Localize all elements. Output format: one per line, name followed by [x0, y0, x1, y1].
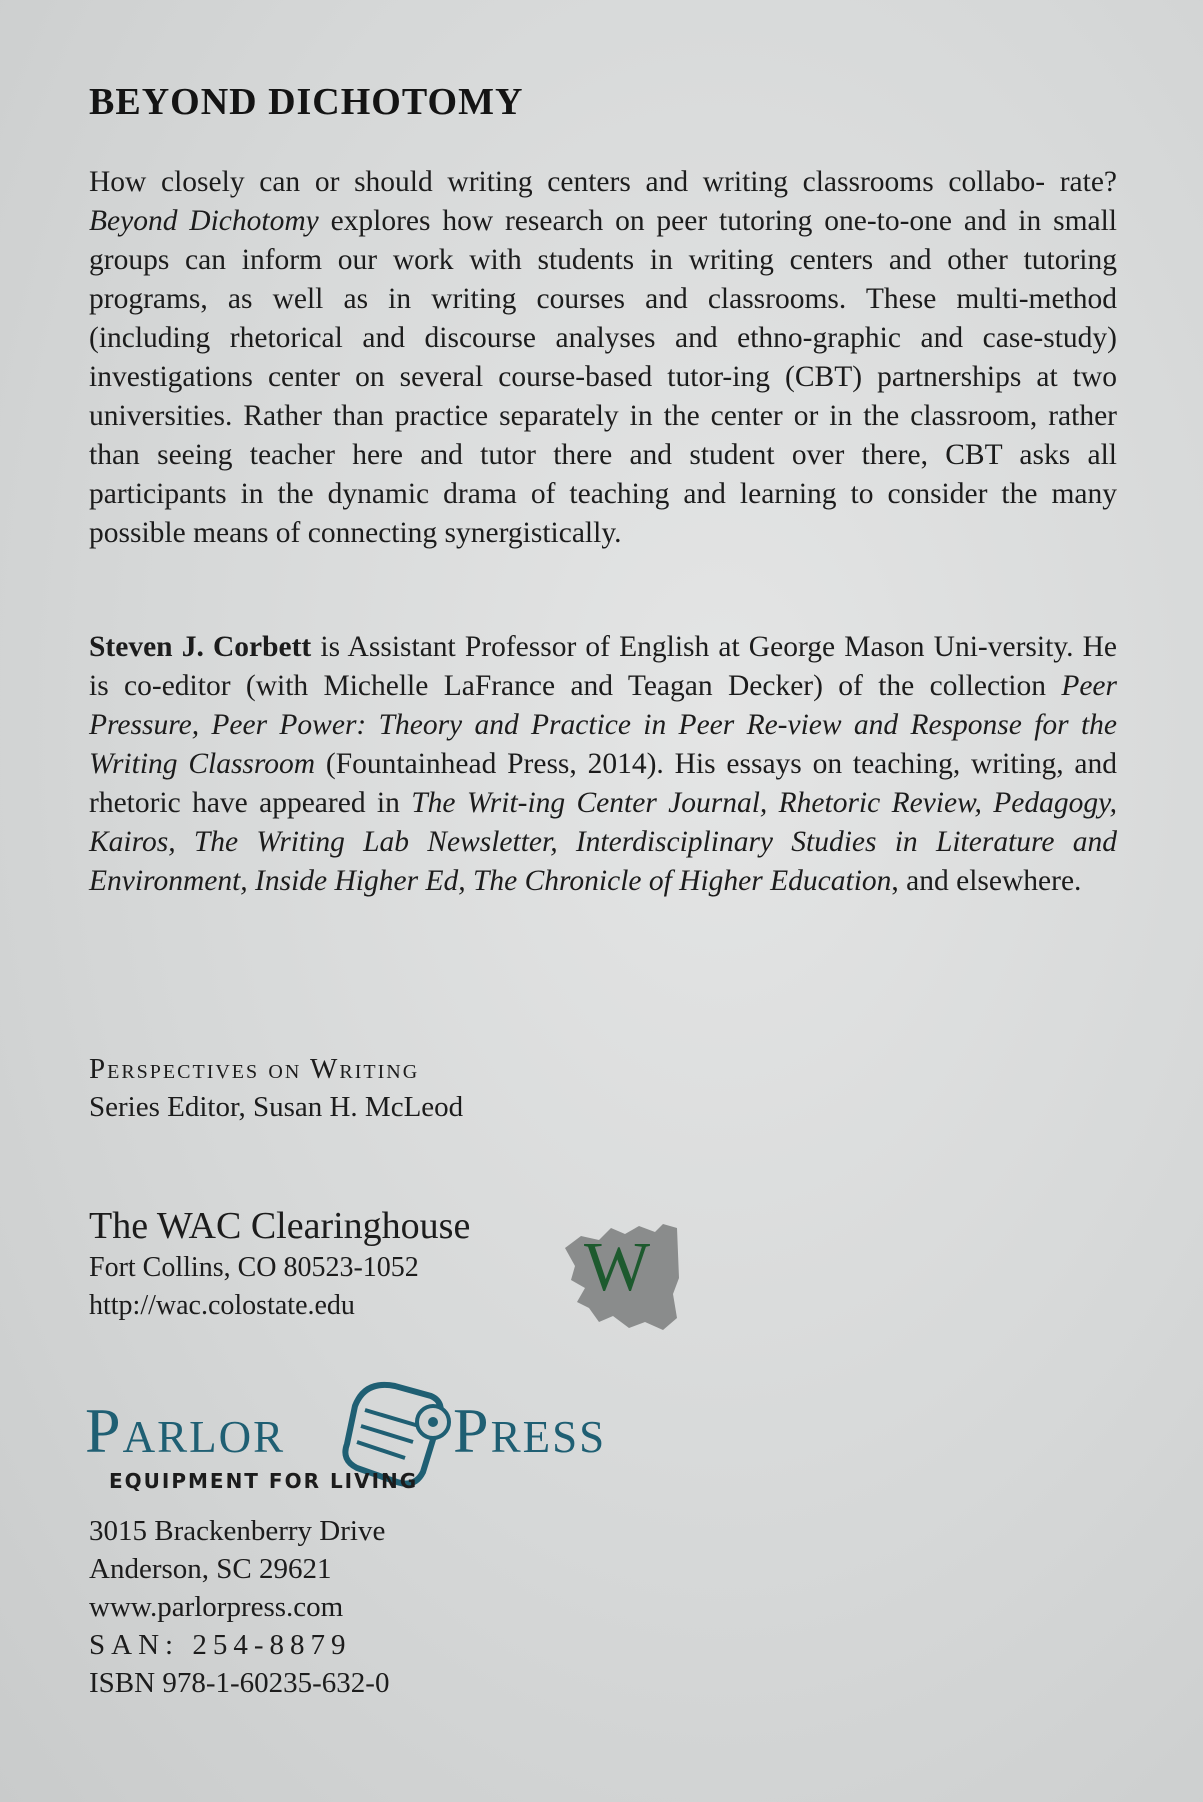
book-isbn: ISBN 978-1-60235-632-0: [89, 1667, 390, 1699]
bio-text: (Fountainhead Press, 2014). His essays on teaching, writing, and rhetoric have appeared in: [89, 748, 1117, 819]
series-info: [89, 1050, 463, 1126]
description-text: How closely can or should writing centers and writing classrooms collabo-: [89, 166, 1046, 198]
wac-address: Fort Collins, CO 80523-1052: [89, 1252, 419, 1283]
wac-name: The WAC Clearinghouse: [89, 1205, 471, 1247]
logo-text-press: Press: [453, 1395, 607, 1466]
book-title: BEYOND DICHOTOMY: [89, 81, 524, 123]
logo-text-parlor: Parlor: [85, 1395, 286, 1466]
book-description: [89, 163, 1117, 553]
description-text: and in small groups can inform our work with students in writing centers and other tutoring programs, as well as in writing courses and classrooms. These multi-method (including rhetorical and discourse analyses and ethno-graphic and case-study) investigations center on several course-based tutor-ing (CBT) partnerships at two universities. Rather than practice separately in the center or in the classroom, rather than seeing teacher here and tutor there and student over there, CBT asks all participants in the dynamic drama of teaching and learning to consider the many possible means of connecting synergistically.: [89, 205, 1117, 549]
description-text: explores how research on peer tutoring one-to-one: [318, 205, 953, 237]
parlor-url: www.parlorpress.com: [89, 1591, 344, 1623]
wac-url: http://wac.colostate.edu: [89, 1290, 355, 1321]
bio-journals: The Writ-ing Center Journal, Rhetoric Review, Pedagogy, Kairos, The Writing Lab Newsletter, Interdisciplinary Studies in Literature and Environment, Inside Higher Ed, The Chronicle of Higher Education: [89, 787, 1117, 897]
author-name: Steven J. Corbett: [89, 631, 312, 663]
description-book-title: Beyond Dichotomy: [89, 205, 319, 237]
logo-tagline: EQUIPMENT FOR LIVING: [109, 1469, 419, 1493]
parlor-street: 3015 Brackenberry Drive: [89, 1515, 386, 1547]
series-name: Perspectives on Writing: [89, 1053, 420, 1085]
parlor-city: Anderson, SC 29621: [89, 1553, 332, 1585]
wac-logo: [559, 1218, 679, 1330]
description-text: rate?: [1059, 166, 1118, 198]
wac-logo-letter: W: [583, 1229, 651, 1306]
wac-publisher: [89, 1203, 470, 1325]
parlor-address: [89, 1512, 389, 1702]
series-editor: Series Editor, Susan H. McLeod: [89, 1091, 464, 1123]
bio-text: , and elsewhere.: [891, 865, 1082, 897]
author-bio: [89, 628, 1117, 901]
parlor-press-logo: [85, 1372, 645, 1496]
parlor-san: SAN: 254-8879: [89, 1629, 352, 1661]
bio-text: is Assistant Professor of English at George Mason Uni-versity. He is co-editor (with Michelle LaFrance and Teagan Decker) of the collection: [89, 631, 1117, 702]
bio-book-title: Peer Pressure, Peer Power: Theory and Practice in Peer Re-view and Response for the Writing Classroom: [89, 670, 1117, 780]
